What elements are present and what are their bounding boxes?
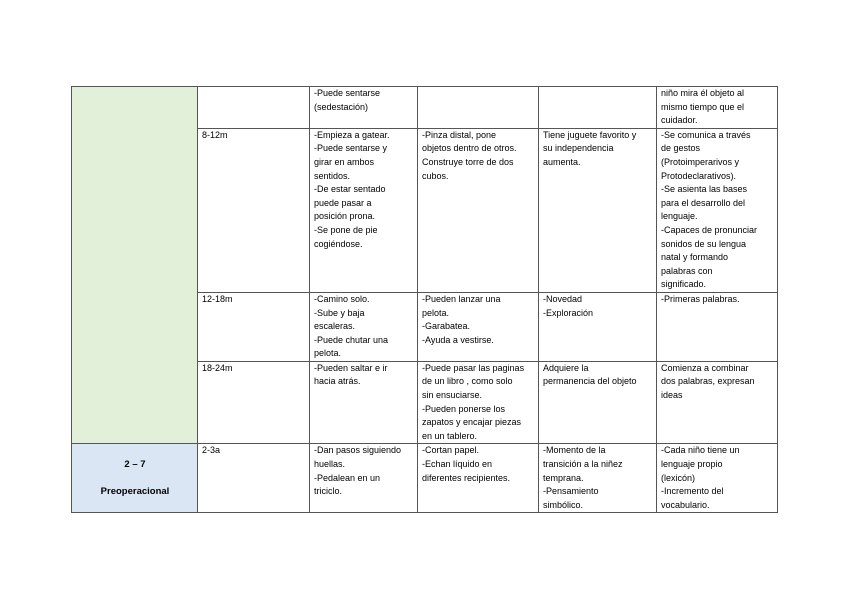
motor-cell: -Empieza a gatear. -Puede sentarse y girar en ambos sentidos. -De estar sentado puede pasar a posición prona. -Se pone de pie cogiéndose.: [310, 128, 418, 292]
fine-motor-cell: [418, 87, 539, 129]
stage-range: 2 – 7: [124, 459, 146, 471]
motor-cell: -Dan pasos siguiendo huellas. -Pedalean en un triciclo.: [310, 444, 418, 513]
language-cell: -Cada niño tiene un lenguaje propio (lexicón) -Incremento del vocabulario.: [657, 444, 778, 513]
stage-cell-preoperational: [72, 444, 198, 513]
language-cell: -Se comunica a través de gestos (Protoimperarivos y Protodeclarativos). -Se asienta las bases para el desarrollo del lenguaje. -Capaces de pronunciar sonidos de su lengua natal y formando palabras con significado.: [657, 128, 778, 292]
age-cell: 12-18m: [198, 292, 310, 361]
development-table: [71, 86, 778, 513]
fine-motor-cell: -Pinza distal, pone objetos dentro de otros. Construye torre de dos cubos.: [418, 128, 539, 292]
fine-motor-cell: -Puede pasar las paginas de un libro , como solo sin ensuciarse. -Pueden ponerse los zapatos y encajar piezas en un tablero.: [418, 361, 539, 444]
language-cell: Comienza a combinar dos palabras, expresan ideas: [657, 361, 778, 444]
age-cell: 18-24m: [198, 361, 310, 444]
motor-cell: -Pueden saltar e ir hacia atrás.: [310, 361, 418, 444]
stage-cell-sensorimotor: [72, 87, 198, 444]
cognitive-cell: Adquiere la permanencia del objeto: [539, 361, 657, 444]
table-row: [72, 87, 778, 129]
cognitive-cell: [539, 87, 657, 129]
table-row: [72, 444, 778, 513]
language-cell: niño mira él objeto al mismo tiempo que el cuidador.: [657, 87, 778, 129]
language-cell: -Primeras palabras.: [657, 292, 778, 361]
cognitive-cell: -Momento de la transición a la niñez temprana. -Pensamiento simbólico.: [539, 444, 657, 513]
cognitive-cell: Tiene juguete favorito y su independencia aumenta.: [539, 128, 657, 292]
age-cell: 8-12m: [198, 128, 310, 292]
age-cell: [198, 87, 310, 129]
motor-cell: -Puede sentarse (sedestación): [310, 87, 418, 129]
fine-motor-cell: -Pueden lanzar una pelota. -Garabatea. -Ayuda a vestirse.: [418, 292, 539, 361]
stage-name: Preoperacional: [100, 486, 170, 498]
motor-cell: -Camino solo. -Sube y baja escaleras. -Puede chutar una pelota.: [310, 292, 418, 361]
age-cell: 2-3a: [198, 444, 310, 513]
fine-motor-cell: -Cortan papel. -Echan líquido en diferentes recipientes.: [418, 444, 539, 513]
cognitive-cell: -Novedad -Exploración: [539, 292, 657, 361]
